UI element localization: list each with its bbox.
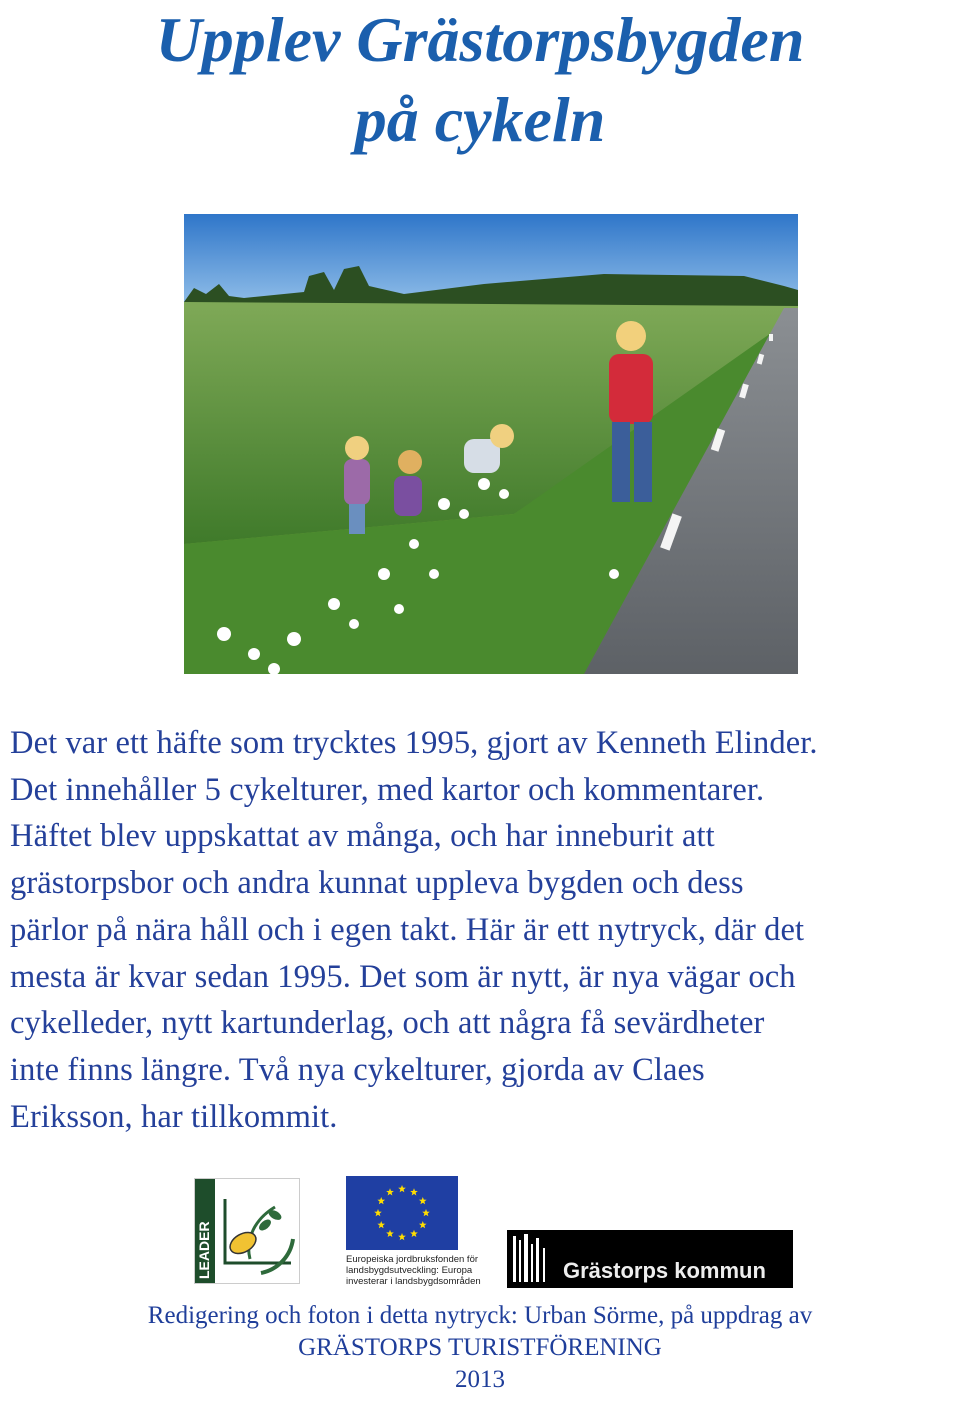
eu-caption-line: investerar i landsbygdsområden <box>346 1276 481 1287</box>
intro-line: Det innehåller 5 cykelturer, med kartor och kommentarer. <box>10 771 765 808</box>
eu-caption <box>346 1254 486 1287</box>
kommun-logo-text: Grästorps kommun <box>563 1258 766 1283</box>
credits-line-3: 2013 <box>455 1366 505 1393</box>
intro-line: mesta är kvar sedan 1995. Det som är nytt, är nya vägar och <box>10 958 796 995</box>
photo-children-roadside-flowers-icon <box>184 214 798 674</box>
eu-caption-line: landsbygdsutveckling: Europa <box>346 1265 473 1276</box>
cover-photo <box>184 214 798 674</box>
intro-line: inte finns längre. Två nya cykelturer, gjorda av Claes <box>10 1051 705 1088</box>
title-line-2: på cykeln <box>354 84 606 155</box>
grastorp-kommun-logo-icon <box>507 1230 793 1288</box>
credits-line-1: Redigering och foton i detta nytryck: Urban Sörme, på uppdrag av <box>147 1302 813 1329</box>
leader-logo-text: LEADER <box>196 1221 212 1279</box>
eu-flag-icon <box>346 1176 458 1250</box>
intro-line: cykelleder, nytt kartunderlag, och att några få sevärdheter <box>10 1005 765 1042</box>
intro-line: Häftet blev uppskattat av många, och har inneburit att <box>10 818 715 855</box>
intro-line: grästorpsbor och andra kunnat uppleva bygden och dess <box>10 865 744 902</box>
credits-line-2: GRÄSTORPS TURISTFÖRENING <box>298 1334 662 1361</box>
intro-paragraph <box>10 720 955 1140</box>
title-line-1: Upplev Grästorpsbygden <box>155 4 805 75</box>
intro-line: Det var ett häfte som trycktes 1995, gjort av Kenneth Elinder. <box>10 725 818 761</box>
leader-logo-icon <box>194 1178 300 1284</box>
page-title <box>0 0 960 160</box>
eu-caption-line: Europeiska jordbruksfonden för <box>346 1254 479 1265</box>
intro-line: Eriksson, har tillkommit. <box>10 1098 338 1135</box>
intro-line: pärlor på nära håll och i egen takt. Här är ett nytryck, där det <box>10 911 805 948</box>
credits <box>0 1300 960 1396</box>
